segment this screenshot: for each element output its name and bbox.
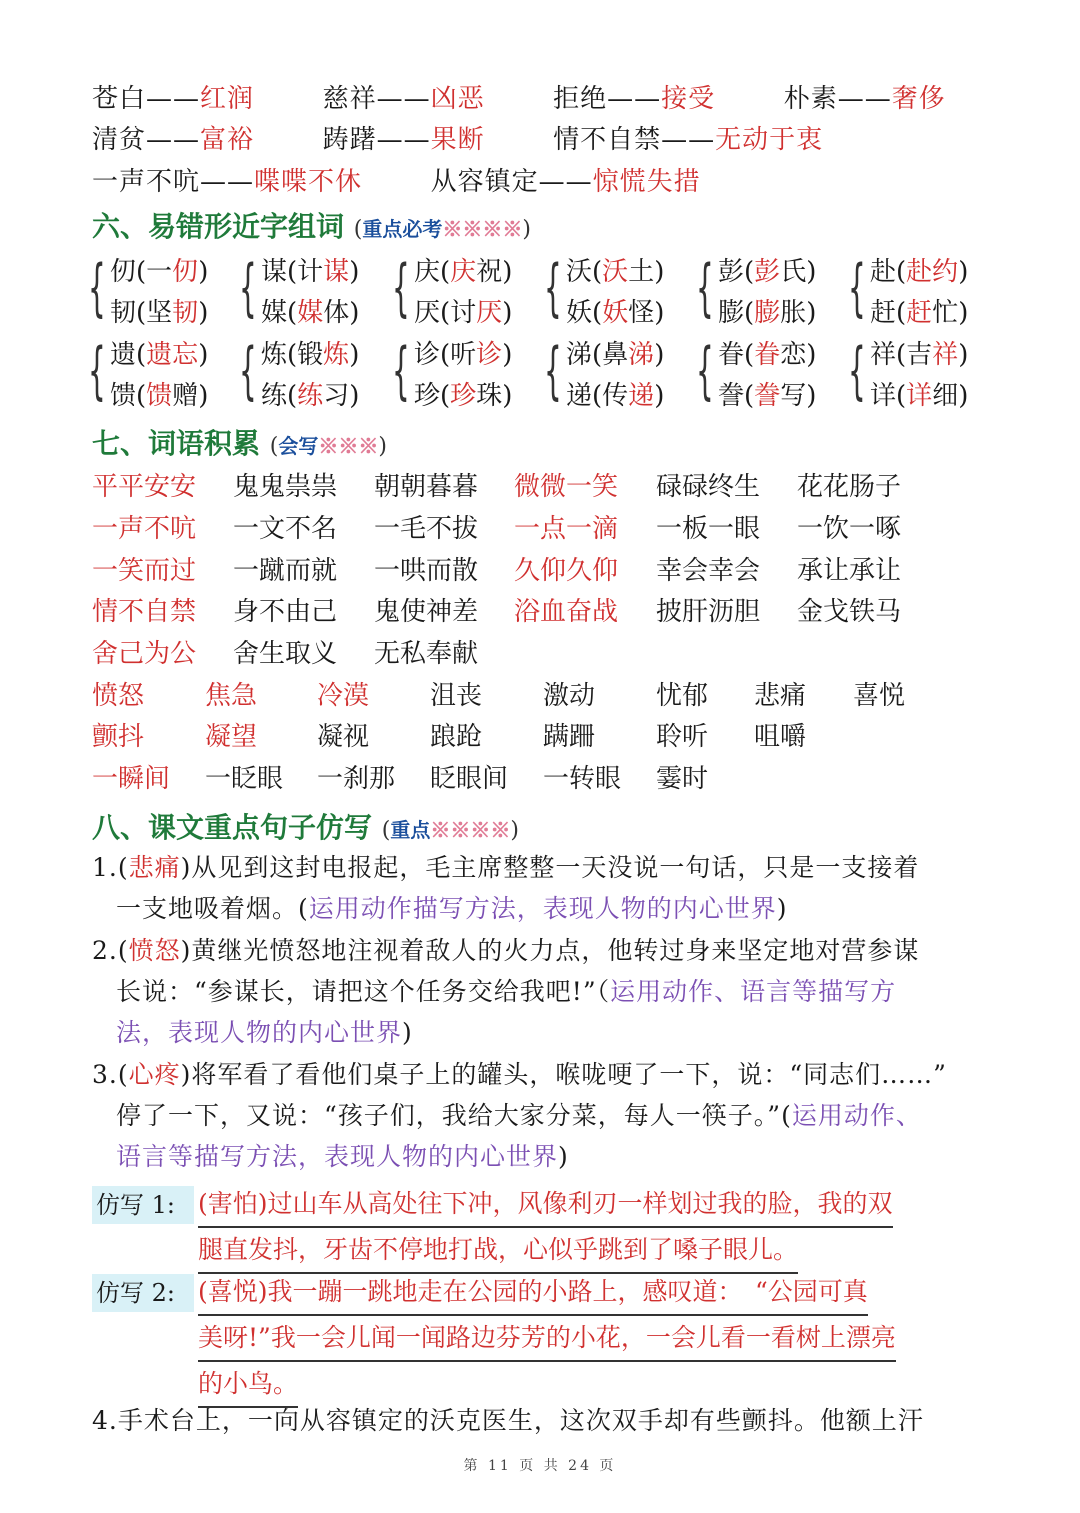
char-text: (吉 [896,340,933,370]
char-text: ( [440,381,451,411]
char-text: 馈 [110,381,137,411]
word-item: 一饮一啄 [797,514,902,544]
section-stars: ※※※※ [430,818,511,842]
char-answer: 遗忘 [146,340,199,370]
imitation-1-label: 仿写 1: [92,1186,194,1224]
char-answer: 韧 [172,298,199,328]
char-entry [261,292,359,329]
char-text: ( [287,381,298,411]
emotion-label: 愤怒 [128,936,181,965]
section-note: 重点必考 [362,217,443,241]
antonym-row-3 [92,161,701,198]
char-text: 韧 [110,298,137,328]
char-text: (讨 [440,298,477,328]
char-answer: 赶 [906,298,933,328]
word-item: 喜悦 [853,681,906,711]
char-text: (坚 [136,298,173,328]
char-entry [566,334,664,371]
word-item: 聆听 [656,722,709,752]
char-answer: 庆 [450,257,477,287]
word-item: 金戈铁马 [797,597,902,627]
imitation-line: 的小鸟。 [198,1362,298,1408]
char-text: ) [958,257,969,287]
antonym-row-2 [92,119,823,156]
sentence-text: )将军看了看他们桌子上的罐头，喉咙哽了一下，说：“同志们……” [180,1060,947,1089]
char-entry [718,251,816,288]
section-7-heading [92,422,387,462]
dash: —— [607,84,662,114]
char-answer: 媒 [297,298,324,328]
section-6-heading [92,205,531,245]
char-entry [718,292,816,329]
char-text: 炼 [261,340,288,370]
char-text: ( [592,257,603,287]
method-note: 运用动作、 [791,1101,922,1130]
char-answer: 递 [628,381,655,411]
method-note: 法，表现人物的内心世界 [116,1018,403,1047]
char-text: ( [744,340,755,370]
char-text: ( [136,340,147,370]
char-entry [110,251,208,288]
char-answer: 彭 [754,257,781,287]
dash: —— [200,167,255,197]
antonym-answer: 凶恶 [430,84,485,114]
char-text: ( [896,298,907,328]
dash: —— [661,125,716,155]
char-answer: 练 [297,381,324,411]
sentence-text: )从见到这封电报起，毛主席整整一天没说一句话，只是一支接着 [180,853,920,882]
word-item: 凝望 [205,722,258,752]
char-entry [414,334,512,371]
method-note: 语言等描写方法，表现人物的内心世界 [116,1142,559,1171]
section-title: 八、课文重点句子仿写 [92,811,373,844]
word-item: 久仰久仰 [514,556,619,586]
imitation-line: (喜悦)我一蹦一跳地走在公园的小路上，感叹道： “公园可真 [198,1270,868,1316]
brace-icon: { [88,251,106,324]
word-item: 一文不名 [233,514,338,544]
char-text: ( [896,381,907,411]
char-text: 赶 [870,298,897,328]
word-item: 披肝沥胆 [656,597,761,627]
char-entry [261,334,359,371]
word-item: 碌碌终生 [656,472,761,502]
antonym-answer: 喋喋不休 [254,167,363,197]
char-text: ) [502,298,513,328]
char-text: 忙) [932,298,969,328]
antonym-answer: 富裕 [200,125,255,155]
word-item: 一板一眼 [656,514,761,544]
section-stars: ※※※ [318,434,379,458]
char-text: 详 [870,381,897,411]
char-text: 写) [780,381,817,411]
word-item: 微微一笑 [514,472,619,502]
word-item: 平平安安 [92,472,197,502]
imitation-line: 腿直发抖，牙齿不停地打战，心似乎跳到了嗓子眼儿。 [198,1228,798,1274]
char-answer: 赴约 [906,257,959,287]
char-answer: 详 [906,381,933,411]
word-item: 沮丧 [430,681,483,711]
word-item: 浴血奋战 [514,597,619,627]
brace-icon: { [696,251,714,324]
sentence-line [92,1095,992,1136]
sentence-line [92,888,992,929]
char-text: ( [744,298,755,328]
word-item: 悲痛 [754,681,807,711]
word-item: 一眨眼 [205,764,284,794]
char-entry [414,375,512,412]
char-text: (锻 [287,340,324,370]
section-note: 重点 [390,818,431,842]
char-text: 眷 [718,340,745,370]
word-item: 幸会幸会 [656,556,761,586]
word-item: 愤怒 [92,681,145,711]
antonym-word: 踌躇 [322,125,377,155]
char-text: ) [198,257,209,287]
dash: —— [146,84,201,114]
sentence-3 [92,1054,992,1177]
char-text: 土) [628,257,665,287]
word-item: 舍己为公 [92,639,197,669]
char-text: ( [896,257,907,287]
section-note: 会写 [278,434,319,458]
char-text: ( [592,298,603,328]
brace-icon: { [392,251,410,324]
char-text: 练 [261,381,288,411]
word-item: 一笑而过 [92,556,197,586]
char-text: 仞 [110,257,137,287]
sentence-text: 长说：“参谋长，请把这个任务交给我吧!”（ [116,977,611,1006]
word-item: 焦急 [205,681,258,711]
emotion-label: 悲痛 [128,853,181,882]
brace-icon: { [544,251,562,324]
paren-open: ( [353,217,363,242]
dash: —— [146,125,201,155]
char-text: (听 [440,340,477,370]
word-item: 鬼使神差 [374,597,479,627]
word-item: 鬼鬼祟祟 [233,472,338,502]
sentence-line [92,1136,992,1177]
char-text: ) [654,340,665,370]
sentence-text: 停了一下，又说：“孩子们，我给大家分菜，每人一筷子。”( [116,1101,792,1130]
char-text: 细) [932,381,969,411]
paren-close: ) [378,434,387,459]
char-entry [870,251,968,288]
char-text: 媒 [261,298,288,328]
antonym-word: 朴素 [783,84,838,114]
char-answer: 妖 [602,298,629,328]
section-8-heading [92,806,519,846]
sentence-number: 2.( [92,936,129,965]
char-text: 赴 [870,257,897,287]
method-note: 运用动作描写方法，表现人物的内心世界 [308,894,777,923]
word-item: 舍生取义 [233,639,338,669]
word-item: 一哄而散 [374,556,479,586]
antonym-word: 慈祥 [322,84,377,114]
sentence-1 [92,847,992,929]
sentence-line [92,1012,992,1053]
char-text: ( [744,381,755,411]
sentence-2 [92,930,992,1053]
word-item: 一毛不拔 [374,514,479,544]
word-item: 花花肠子 [797,472,902,502]
word-item: 朝朝暮暮 [374,472,479,502]
char-answer: 馈 [146,381,173,411]
char-text: 誊 [718,381,745,411]
char-entry [566,292,664,329]
word-item: 蹒跚 [543,722,596,752]
char-entry [414,251,512,288]
antonym-answer: 果断 [430,125,485,155]
brace-icon: { [848,251,866,324]
char-text: 怪) [628,298,665,328]
char-text: 珍 [414,381,441,411]
word-item: 一声不吭 [92,514,197,544]
char-text: 谋 [261,257,288,287]
dash: —— [376,125,431,155]
char-entry [566,251,664,288]
char-text: 厌 [414,298,441,328]
emotion-label: 心疼 [128,1060,181,1089]
paren-close: ) [776,894,788,923]
char-answer: 膨 [754,298,781,328]
antonym-answer: 奢侈 [891,84,946,114]
char-entry [870,334,968,371]
paren-close: ) [510,818,519,843]
paren-open: ( [381,818,391,843]
char-answer: 珍 [450,381,477,411]
antonym-row-1 [92,78,946,115]
paren-close: ) [558,1142,569,1171]
char-text: 庆 [414,257,441,287]
word-item: 霎时 [656,764,709,794]
char-entry [566,375,664,412]
char-text: (传 [592,381,629,411]
antonym-answer: 接受 [661,84,716,114]
sentence-line [92,971,992,1012]
word-item: 冷漠 [317,681,370,711]
char-text: 祝) [476,257,513,287]
char-text: 递 [566,381,593,411]
char-text: ( [440,257,451,287]
brace-icon: { [696,334,714,407]
char-entry [414,292,512,329]
paren-close: ) [522,217,531,242]
word-item: 凝视 [317,722,370,752]
word-item: 踉跄 [430,722,483,752]
antonym-answer: 红润 [200,84,255,114]
word-item: 激动 [543,681,596,711]
char-entry [110,375,208,412]
char-entry [870,292,968,329]
sentence-text: 4.手术台上，一向从容镇定的沃克医生，这次双手却有些颤抖。他额上汗 [92,1406,924,1435]
char-text: 膨 [718,298,745,328]
section-title: 六、易错形近字组词 [92,210,345,243]
sentence-text: )黄继光愤怒地注视着敌人的火力点，他转过身来坚定地对营参谋 [180,936,920,965]
word-item: 一转眼 [543,764,622,794]
char-text: ) [958,340,969,370]
char-entry [261,375,359,412]
char-text: 祥 [870,340,897,370]
char-entry [110,292,208,329]
imitation-line: (害怕)过山车从高处往下冲，风像利刃一样划过我的脸，我的双 [198,1182,893,1228]
paren-open: ( [269,434,279,459]
char-entry [718,375,816,412]
char-entry [261,251,359,288]
char-text: (鼻 [592,340,629,370]
char-text: 氏) [780,257,817,287]
char-text: (一 [136,257,173,287]
word-item: 咀嚼 [754,722,807,752]
section-stars: ※※※※ [442,217,523,241]
word-item: 承让承让 [797,556,902,586]
char-text: ) [198,298,209,328]
word-item: 忧郁 [656,681,709,711]
char-text: ( [287,298,298,328]
char-answer: 沃 [602,257,629,287]
char-text: 沃 [566,257,593,287]
sentence-number: 3.( [92,1060,129,1089]
char-answer: 眷 [754,340,781,370]
antonym-word: 一声不吭 [92,167,201,197]
char-answer: 誊 [754,381,781,411]
char-text: ) [349,340,360,370]
imitation-line: 美呀!”我一会儿闻一闻路边芬芳的小花，一会儿看一看树上漂亮 [198,1316,896,1362]
antonym-word: 从容镇定 [430,167,539,197]
char-text: 遗 [110,340,137,370]
char-entry [110,334,208,371]
word-item: 一点一滴 [514,514,619,544]
word-item: 身不由己 [233,597,338,627]
char-answer: 祥 [932,340,959,370]
char-entry [718,334,816,371]
char-text: ( [136,381,147,411]
word-item: 情不自禁 [92,597,197,627]
brace-icon: { [88,334,106,407]
brace-icon: { [392,334,410,407]
imitation-2-text [198,1270,990,1408]
imitation-2-label: 仿写 2: [92,1274,194,1312]
brace-icon: { [848,334,866,407]
char-text: 妖 [566,298,593,328]
char-text: (计 [287,257,324,287]
char-answer: 炼 [323,340,350,370]
sentence-number: 1.( [92,853,129,882]
brace-icon: { [239,334,257,407]
antonym-word: 清贫 [92,125,147,155]
dash: —— [538,167,593,197]
antonym-word: 情不自禁 [553,125,662,155]
char-text: 涕 [566,340,593,370]
char-text: ) [502,340,513,370]
sentence-text: 一支地吸着烟。( [116,894,309,923]
word-item: 无私奉献 [374,639,479,669]
method-note: 运用动作、语言等描写方 [610,977,897,1006]
char-text: 恋) [780,340,817,370]
char-text: 胀) [780,298,817,328]
char-text: 珠) [476,381,513,411]
char-text: 彭 [718,257,745,287]
antonym-answer: 惊慌失措 [592,167,701,197]
word-item: 一瞬间 [92,764,171,794]
char-answer: 谋 [323,257,350,287]
word-item: 眨眼间 [430,764,509,794]
char-text: ) [198,340,209,370]
antonym-word: 拒绝 [553,84,608,114]
brace-icon: { [239,251,257,324]
char-answer: 厌 [476,298,503,328]
page-footer: 第 11 页 共 24 页 [463,1458,617,1474]
dash: —— [837,84,892,114]
char-text: 赠) [172,381,209,411]
char-text: 诊 [414,340,441,370]
paren-close: ) [402,1018,413,1047]
char-answer: 涕 [628,340,655,370]
word-item: 一蹴而就 [233,556,338,586]
char-text: ( [744,257,755,287]
char-answer: 诊 [476,340,503,370]
word-item: 颤抖 [92,722,145,752]
antonym-answer: 无动于衷 [715,125,824,155]
sentence-4 [92,1400,992,1441]
antonym-word: 苍白 [92,84,147,114]
dash: —— [376,84,431,114]
char-answer: 仞 [172,257,199,287]
section-title: 七、词语积累 [92,427,261,460]
char-text: 体) [323,298,360,328]
word-item: 一刹那 [317,764,396,794]
char-text: 习) [323,381,360,411]
char-text: ) [654,381,665,411]
imitation-1-text [198,1182,990,1274]
char-entry [870,375,968,412]
char-text: ) [349,257,360,287]
brace-icon: { [544,334,562,407]
